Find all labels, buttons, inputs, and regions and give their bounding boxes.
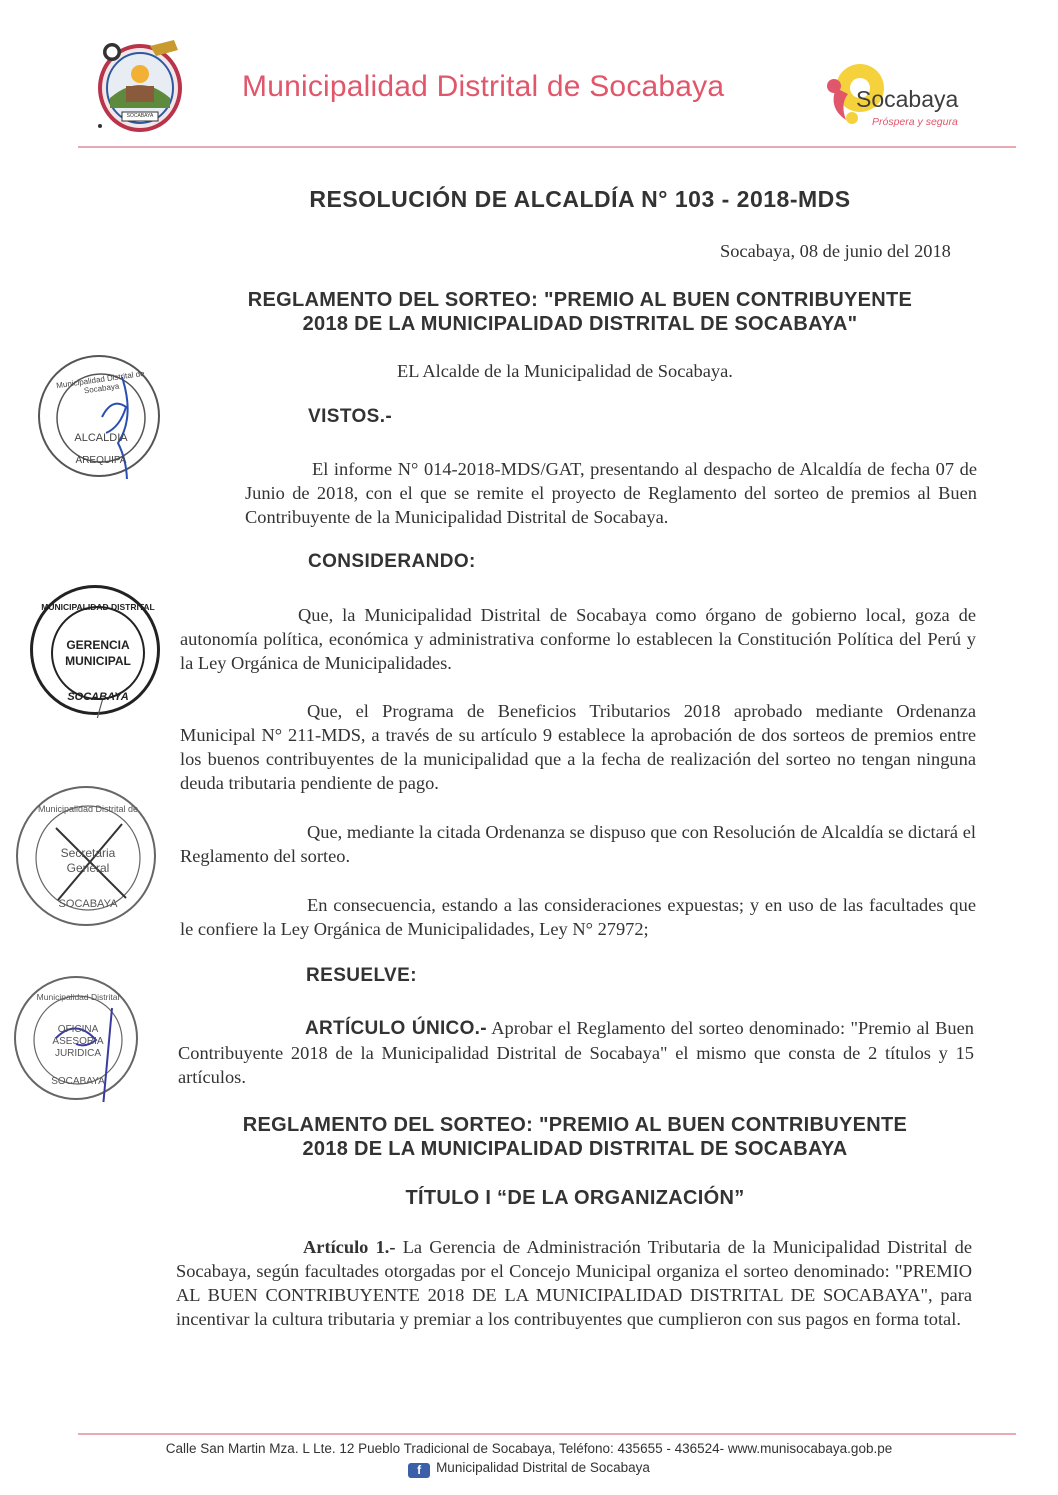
gerencia-stamp <box>30 585 160 715</box>
asesoria-stamp-center-1: OFICINA <box>57 1024 99 1035</box>
vistos-text: El informe N° 014-2018-MDS/GAT, presentando al despacho de Alcaldía de fecha 07 de Junio de 2018, con el que se remite el proyecto de Reglamento del sorteo de premios al Buen Contribuyente de la Municipalidad Distrital de Socabaya. <box>245 459 977 527</box>
gerencia-stamp-center-2: MUNICIPAL <box>65 654 131 668</box>
articulo-unico-text: Aprobar el Reglamento del sorteo denominado: "Premio al Buen Contribuyente 2018 de la Municipalidad Distrital de Socabaya" el mismo que consta de 2 títulos y 15 artículos. <box>178 1018 974 1087</box>
asesoria-stamp-bottom: SOCABAYA <box>51 1076 105 1087</box>
footer-divider <box>78 1433 1016 1435</box>
secretaria-stamp <box>16 786 156 926</box>
footer-facebook-line <box>0 1460 1058 1478</box>
alcaldia-stamp <box>38 355 160 477</box>
reglamento-heading-2: REGLAMENTO DEL SORTEO: "PREMIO AL BUEN CONTRIBUYENTE 2018 DE LA MUNICIPALIDAD DISTRITAL DE SOCABAYA <box>242 1114 908 1160</box>
considerando-paragraph-3: Que, mediante la citada Ordenanza se dispuso que con Resolución de Alcaldía se dictará el Reglamento del sorteo. <box>180 822 976 866</box>
gerencia-stamp-top: MUNICIPALIDAD DISTRITAL <box>41 602 155 612</box>
considerando-paragraph-2: Que, el Programa de Beneficios Tributarios 2018 aprobado mediante Ordenanza Municipal N° 211-MDS, a través de su artículo 9 establece la aprobación de dos sorteos de premios entre los buenos contribuyentes de la municipalidad que a la fecha de realización del sorteo no tengan ninguna deuda tributaria pendiente de pago. <box>180 701 976 793</box>
alcaldia-stamp-bottom: AREQUIPA <box>75 455 127 466</box>
articulo-1-label: Artículo 1.- <box>303 1237 396 1257</box>
asesoria-stamp <box>14 976 138 1100</box>
asesoria-stamp-top: Municipalidad Distrital <box>36 992 120 1002</box>
footer-facebook-text: Municipalidad Distrital de Socabaya <box>436 1460 650 1475</box>
gerencia-stamp-center-1: GERENCIA <box>66 638 130 652</box>
logo-banner-text: SOCABAYA <box>126 113 154 119</box>
left-municipal-logo <box>92 36 188 136</box>
brand-name: Socabaya <box>856 86 959 112</box>
gerencia-stamp-bottom: SOCABAYA <box>67 691 129 703</box>
asesoria-stamp-center-2: ASESORIA <box>52 1036 104 1047</box>
secretaria-stamp-top: Municipalidad Distrital de <box>37 804 139 814</box>
considerando-heading: CONSIDERANDO: <box>308 551 476 572</box>
brand-slogan: Próspera y segura <box>872 116 958 128</box>
articulo-1-paragraph <box>176 1235 972 1331</box>
resuelve-heading: RESUELVE: <box>306 965 417 986</box>
resolution-title: RESOLUCIÓN DE ALCALDÍA N° 103 - 2018-MDS <box>309 186 851 212</box>
municipality-title: Municipalidad Distrital de Socabaya <box>242 70 725 103</box>
asesoria-stamp-center-3: JURIDICA <box>54 1048 102 1059</box>
resuelve-paragraph <box>178 1016 974 1089</box>
footer-address: Calle San Martin Mza. L Lte. 12 Pueblo Tradicional de Socabaya, Teléfono: 435655 - 436524- www.munisocabaya.gob.pe <box>165 1441 893 1456</box>
considerando-paragraph-4: En consecuencia, estando a las consideraciones expuestas; y en uso de las facultades que le confiere la Ley Orgánica de Municipalidades, Ley N° 27972; <box>180 895 976 939</box>
right-brand-logo <box>818 58 978 130</box>
secretaria-stamp-bottom: SOCABAYA <box>58 898 118 910</box>
secretaria-stamp-center-2: General <box>66 861 110 875</box>
articulo-1-text: La Gerencia de Administración Tributaria de la Municipalidad Distrital de Socabaya, según facultades otorgadas por el Concejo Municipal organiza el sorteo denominado: "PREMIO AL BUEN CONTRIBUYENTE 2018 DE LA MUNICIPALIDAD DISTRITAL DE SOCABAYA", para incentivar la cultura tributaria y premiar a los contribuyentes que cumplieron con sus pagos en forma total. <box>176 1237 972 1329</box>
articulo-unico-label: ARTÍCULO ÚNICO.- <box>305 1018 487 1039</box>
alcaldia-stamp-center: ALCALDIA <box>74 432 128 444</box>
considerando-paragraph-1: Que, la Municipalidad Distrital de Socabaya como órgano de gobierno local, goza de autonomía política, económica y administrativa conforme lo establecen la Constitución Política del Perú y la Ley Orgánica de Municipalidades. <box>180 605 976 673</box>
place-date: Socabaya, 08 de junio del 2018 <box>720 241 951 261</box>
coat-of-arms-icon <box>92 36 188 136</box>
facebook-icon: f <box>408 1463 430 1478</box>
titulo-1-heading: TÍTULO I “DE LA ORGANIZACIÓN” <box>405 1187 745 1209</box>
alcalde-line: EL Alcalde de la Municipalidad de Socabaya. <box>397 361 733 381</box>
reglamento-heading-1: REGLAMENTO DEL SORTEO: "PREMIO AL BUEN CONTRIBUYENTE 2018 DE LA MUNICIPALIDAD DISTRITAL DE SOCABAYA" <box>247 289 913 335</box>
vistos-heading: VISTOS.- <box>308 406 393 427</box>
vistos-paragraph <box>245 457 977 529</box>
header-divider <box>78 146 1016 148</box>
alcaldia-stamp-top: Municipalidad Distrital de Socabaya <box>55 368 146 396</box>
secretaria-stamp-center-1: Secretaria <box>60 846 116 860</box>
